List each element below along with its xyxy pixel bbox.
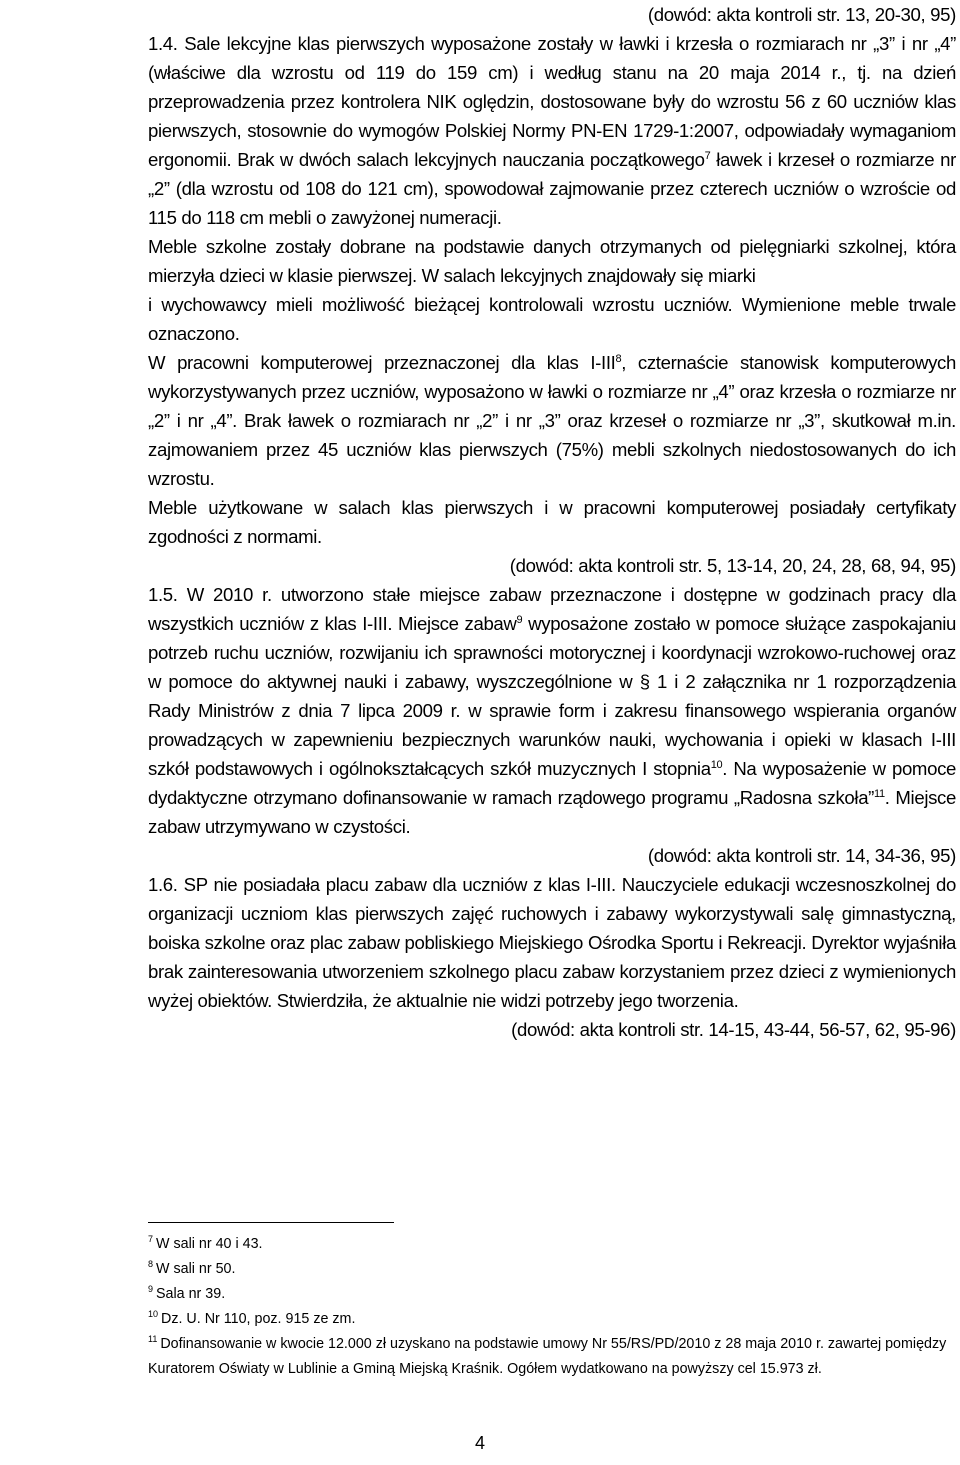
footnote-text: W sali nr 50. <box>156 1261 236 1277</box>
evidence-note-1-6: (dowód: akta kontroli str. 14-15, 43-44, 56-57, 62, 95-96) <box>511 1019 956 1040</box>
footnote-separator <box>148 1222 394 1223</box>
paragraph-1-4-text: 1.4. Sale lekcyjne klas pierwszych wyposażone zostały w ławki i krzesła o rozmiarach nr „3” i nr „4” (właściwe dla wzrostu od 119 do 159 cm) i według stanu na 20 maja 2014 r., tj. na dzień przeprowadzenia przez kontrolera NIK oględzin, dostosowane były do wzrostu 56 z 60 uczniów klas pierwszych, stosownie do wymogów Polskiej Normy PN-EN 1729-1:2007, odpowiadały wymaganiom ergonomii. Brak w dwóch salach lekcyjnych nauczania początkowego <box>148 33 956 170</box>
footnote-7 <box>148 1232 948 1257</box>
footnotes <box>148 1232 948 1382</box>
footnote-ref-8[interactable]: 8 <box>615 352 622 365</box>
evidence-note-top: (dowód: akta kontroli str. 13, 20-30, 95) <box>647 4 956 25</box>
paragraph-computer-lab <box>148 348 956 493</box>
footnote-text: Dz. U. Nr 110, poz. 915 ze zm. <box>161 1311 356 1327</box>
footnote-ref-10[interactable]: 10 <box>710 758 723 771</box>
paragraph-furniture-selection-cont: i wychowawcy mieli możliwość bieżącej kontrolowali wzrostu uczniów. Wymienione meble trwale oznaczono. <box>148 294 956 344</box>
footnote-ref-7[interactable]: 7 <box>704 149 711 162</box>
footnote-ref-11[interactable]: 11 <box>874 787 885 800</box>
footnote-11 <box>148 1332 948 1382</box>
paragraph-furniture-selection: Meble szkolne zostały dobrane na podstawie danych otrzymanych od pielęgniarki szkolnej, która mierzyła dzieci w klasie pierwszej. W salach lekcyjnych znajdowały się miarki <box>148 236 956 286</box>
paragraph-1-5-mid2: . Na wyposażenie w pomoce dydaktyczne otrzymano dofinansowanie w ramach rządowego programu „Radosna szkoła” <box>148 758 957 808</box>
paragraph-computer-lab-head: W pracowni komputerowej przeznaczonej dla klas I-III <box>148 352 616 373</box>
footnote-ref-9[interactable]: 9 <box>516 613 523 626</box>
evidence-note-1-5: (dowód: akta kontroli str. 14, 34-36, 95) <box>647 845 956 866</box>
paragraph-certificates: Meble użytkowane w salach klas pierwszych i w pracowni komputerowej posiadały certyfikaty zgodności z normami. <box>148 497 956 547</box>
footnote-text: Sala nr 39. <box>156 1286 226 1302</box>
footnote-text: Dofinansowanie w kwocie 12.000 zł uzyskano na podstawie umowy Nr 55/RS/PD/2010 z 28 maja 2010 r. zawartej pomiędzy Kuratorem Oświaty w Lublinie a Gminą Miejską Kraśnik. Ogółem wydatkowano na powyższy cel 15.973 zł. <box>148 1336 947 1377</box>
paragraph-1-4 <box>148 29 956 232</box>
paragraph-1-4-tail: ławek i krzeseł o rozmiarze nr „2” (dla wzrostu od 108 do 121 cm), spowodował zajmowanie przez czterech uczniów o wzroście od 115 do 118 cm mebli o zawyżonej numeracji. <box>148 149 956 228</box>
footnote-number: 9 <box>148 1284 154 1295</box>
paragraph-1-5 <box>148 580 956 841</box>
footnote-text: W sali nr 40 i 43. <box>156 1236 263 1252</box>
paragraph-1-5-mid: wyposażone zostało w pomoce służące zaspokajaniu potrzeb ruchu uczniów, rozwijaniu ich sprawności motorycznej i koordynacji wzrokowo-ruchowej oraz w pomoce do aktywnej nauki i zabawy, wyszczególnione w § 1 i 2 załącznika nr 1 rozporządzenia Rady Ministrów z dnia 7 lipca 2009 r. w sprawie form i zakresu finansowego wspierania organów prowadzących w zapewnieniu bezpiecznych warunków nauki, wychowania i opieki w klasach I-III szkół podstawowych i ogólnokształcących szkół muzycznych I stopnia <box>148 613 956 779</box>
footnote-number: 8 <box>148 1259 154 1270</box>
footnote-9 <box>148 1282 948 1307</box>
page-number: 4 <box>474 1433 485 1453</box>
footnote-number: 7 <box>148 1234 154 1245</box>
footnote-10 <box>148 1307 948 1332</box>
footnote-8 <box>148 1257 948 1282</box>
paragraph-1-5-head: 1.5. W 2010 r. utworzono stałe miejsce zabaw przeznaczone i dostępne w godzinach pracy dla wszystkich uczniów z klas I-III. Miejsce zabaw <box>148 584 956 634</box>
evidence-note-1-4: (dowód: akta kontroli str. 5, 13-14, 20, 24, 28, 68, 94, 95) <box>509 555 956 576</box>
paragraph-1-5-tail: . Miejsce zabaw utrzymywano w czystości. <box>148 787 956 837</box>
footnote-number: 11 <box>148 1334 158 1345</box>
paragraph-computer-lab-tail: , czternaście stanowisk komputerowych wykorzystywanych przez uczniów, wyposażono w ławki o rozmiarze nr „4” oraz krzesła o rozmiarze nr „2” i nr „4”. Brak ławek o rozmiarach nr „2” i nr „3” oraz krzeseł o rozmiarze nr „3”, skutkował m.in. zajmowaniem przez 45 uczniów klas pierwszych (75%) mebli szkolnych niedostosowanych do ich wzrostu. <box>148 352 956 489</box>
paragraph-1-6: 1.6. SP nie posiadała placu zabaw dla uczniów z klas I-III. Nauczyciele edukacji wczesnoszkolnej do organizacji uczniom klas pierwszych zajęć ruchowych i zabawy wykorzystywali salę gimnastyczną, boiska szkolne oraz plac zabaw pobliskiego Miejskiego Ośrodka Sportu i Rekreacji. Dyrektor wyjaśniła brak zainteresowania utworzeniem szkolnego placu zabaw korzystaniem przez dzieci z wymienionych wyżej obiektów. Stwierdziła, że aktualnie nie widzi potrzeby jego tworzenia. <box>148 874 956 1011</box>
footnote-number: 10 <box>148 1309 159 1320</box>
